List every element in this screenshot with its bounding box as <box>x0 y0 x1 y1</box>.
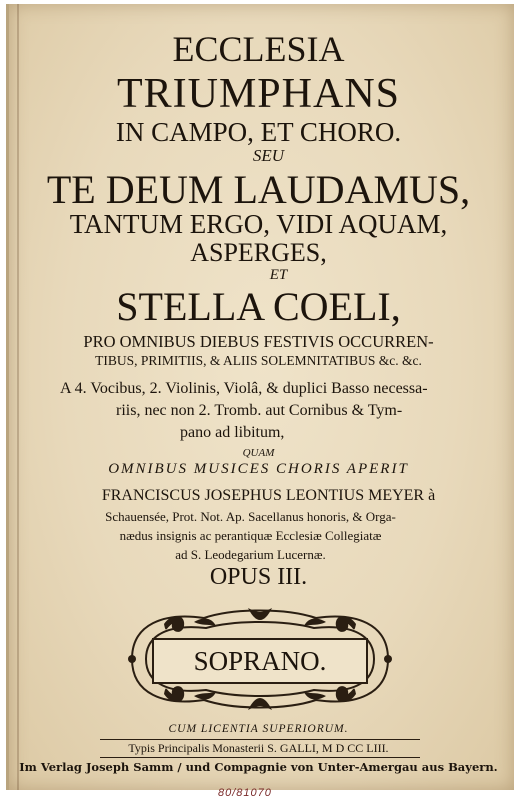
title-line-asperges: ASPERGES, <box>190 238 327 267</box>
title-line-ecclesia: ECCLESIA <box>172 29 345 69</box>
printer-line: Typis Principalis Monasterii S. GALLI, M D CC LIII. <box>128 741 389 755</box>
title-line-stella-coeli: STELLA COELI, <box>116 284 401 329</box>
composer-title-3: ad S. Leodegarium Lucernæ. <box>175 547 326 562</box>
word-quam: QUAM <box>242 447 275 459</box>
voice-part-label: SOPRANO. <box>152 638 368 684</box>
rule-top <box>100 739 420 740</box>
rule-bottom <box>100 757 420 758</box>
dedication-line: OMNIBUS MUSICES CHORIS APERIT <box>108 461 409 477</box>
composer-title-1: Schauensée, Prot. Not. Ap. Sacellanus honoris, & Orga- <box>105 509 396 524</box>
scoring-line-3: pano ad libitum, <box>180 424 285 441</box>
scoring-line-1: A 4. Vocibus, 2. Violinis, Violâ, & duplici Basso necessa- <box>60 380 428 397</box>
title-line-tantum-ergo: TANTUM ERGO, VIDI AQUAM, <box>69 209 448 239</box>
publisher-line: Im Verlag Joseph Samm / und Compagnie von Unter-Amergau aus Bayern. <box>19 760 498 774</box>
title-line-te-deum: TE DEUM LAUDAMUS, <box>46 167 471 212</box>
subtitle-line-occasions-1: PRO OMNIBUS DIEBUS FESTIVIS OCCURREN- <box>83 332 434 351</box>
composer-title-2: nædus insignis ac perantiquæ Ecclesiæ Collegiatæ <box>119 528 382 543</box>
title-word-et: ET <box>269 267 288 283</box>
title-word-seu: SEU <box>252 146 285 165</box>
scoring-line-2: riis, nec non 2. Tromb. aut Cornibus & Tym- <box>116 402 403 419</box>
subtitle-line-occasions-2: TIBUS, PRIMITIIS, & ALIIS SOLEMNITATIBUS &c. &c. <box>95 353 422 368</box>
library-shelfmark-stamp: 80/81070 <box>218 787 272 799</box>
title-line-triumphans: TRIUMPHANS <box>116 71 401 117</box>
composer-name: FRANCISCUS JOSEPHUS LEONTIUS MEYER à <box>101 487 436 504</box>
opus-number: OPUS III. <box>209 564 308 590</box>
licence-line: CUM LICENTIA SUPERIORUM. <box>168 723 349 735</box>
title-line-in-campo: IN CAMPO, ET CHORO. <box>115 117 402 147</box>
